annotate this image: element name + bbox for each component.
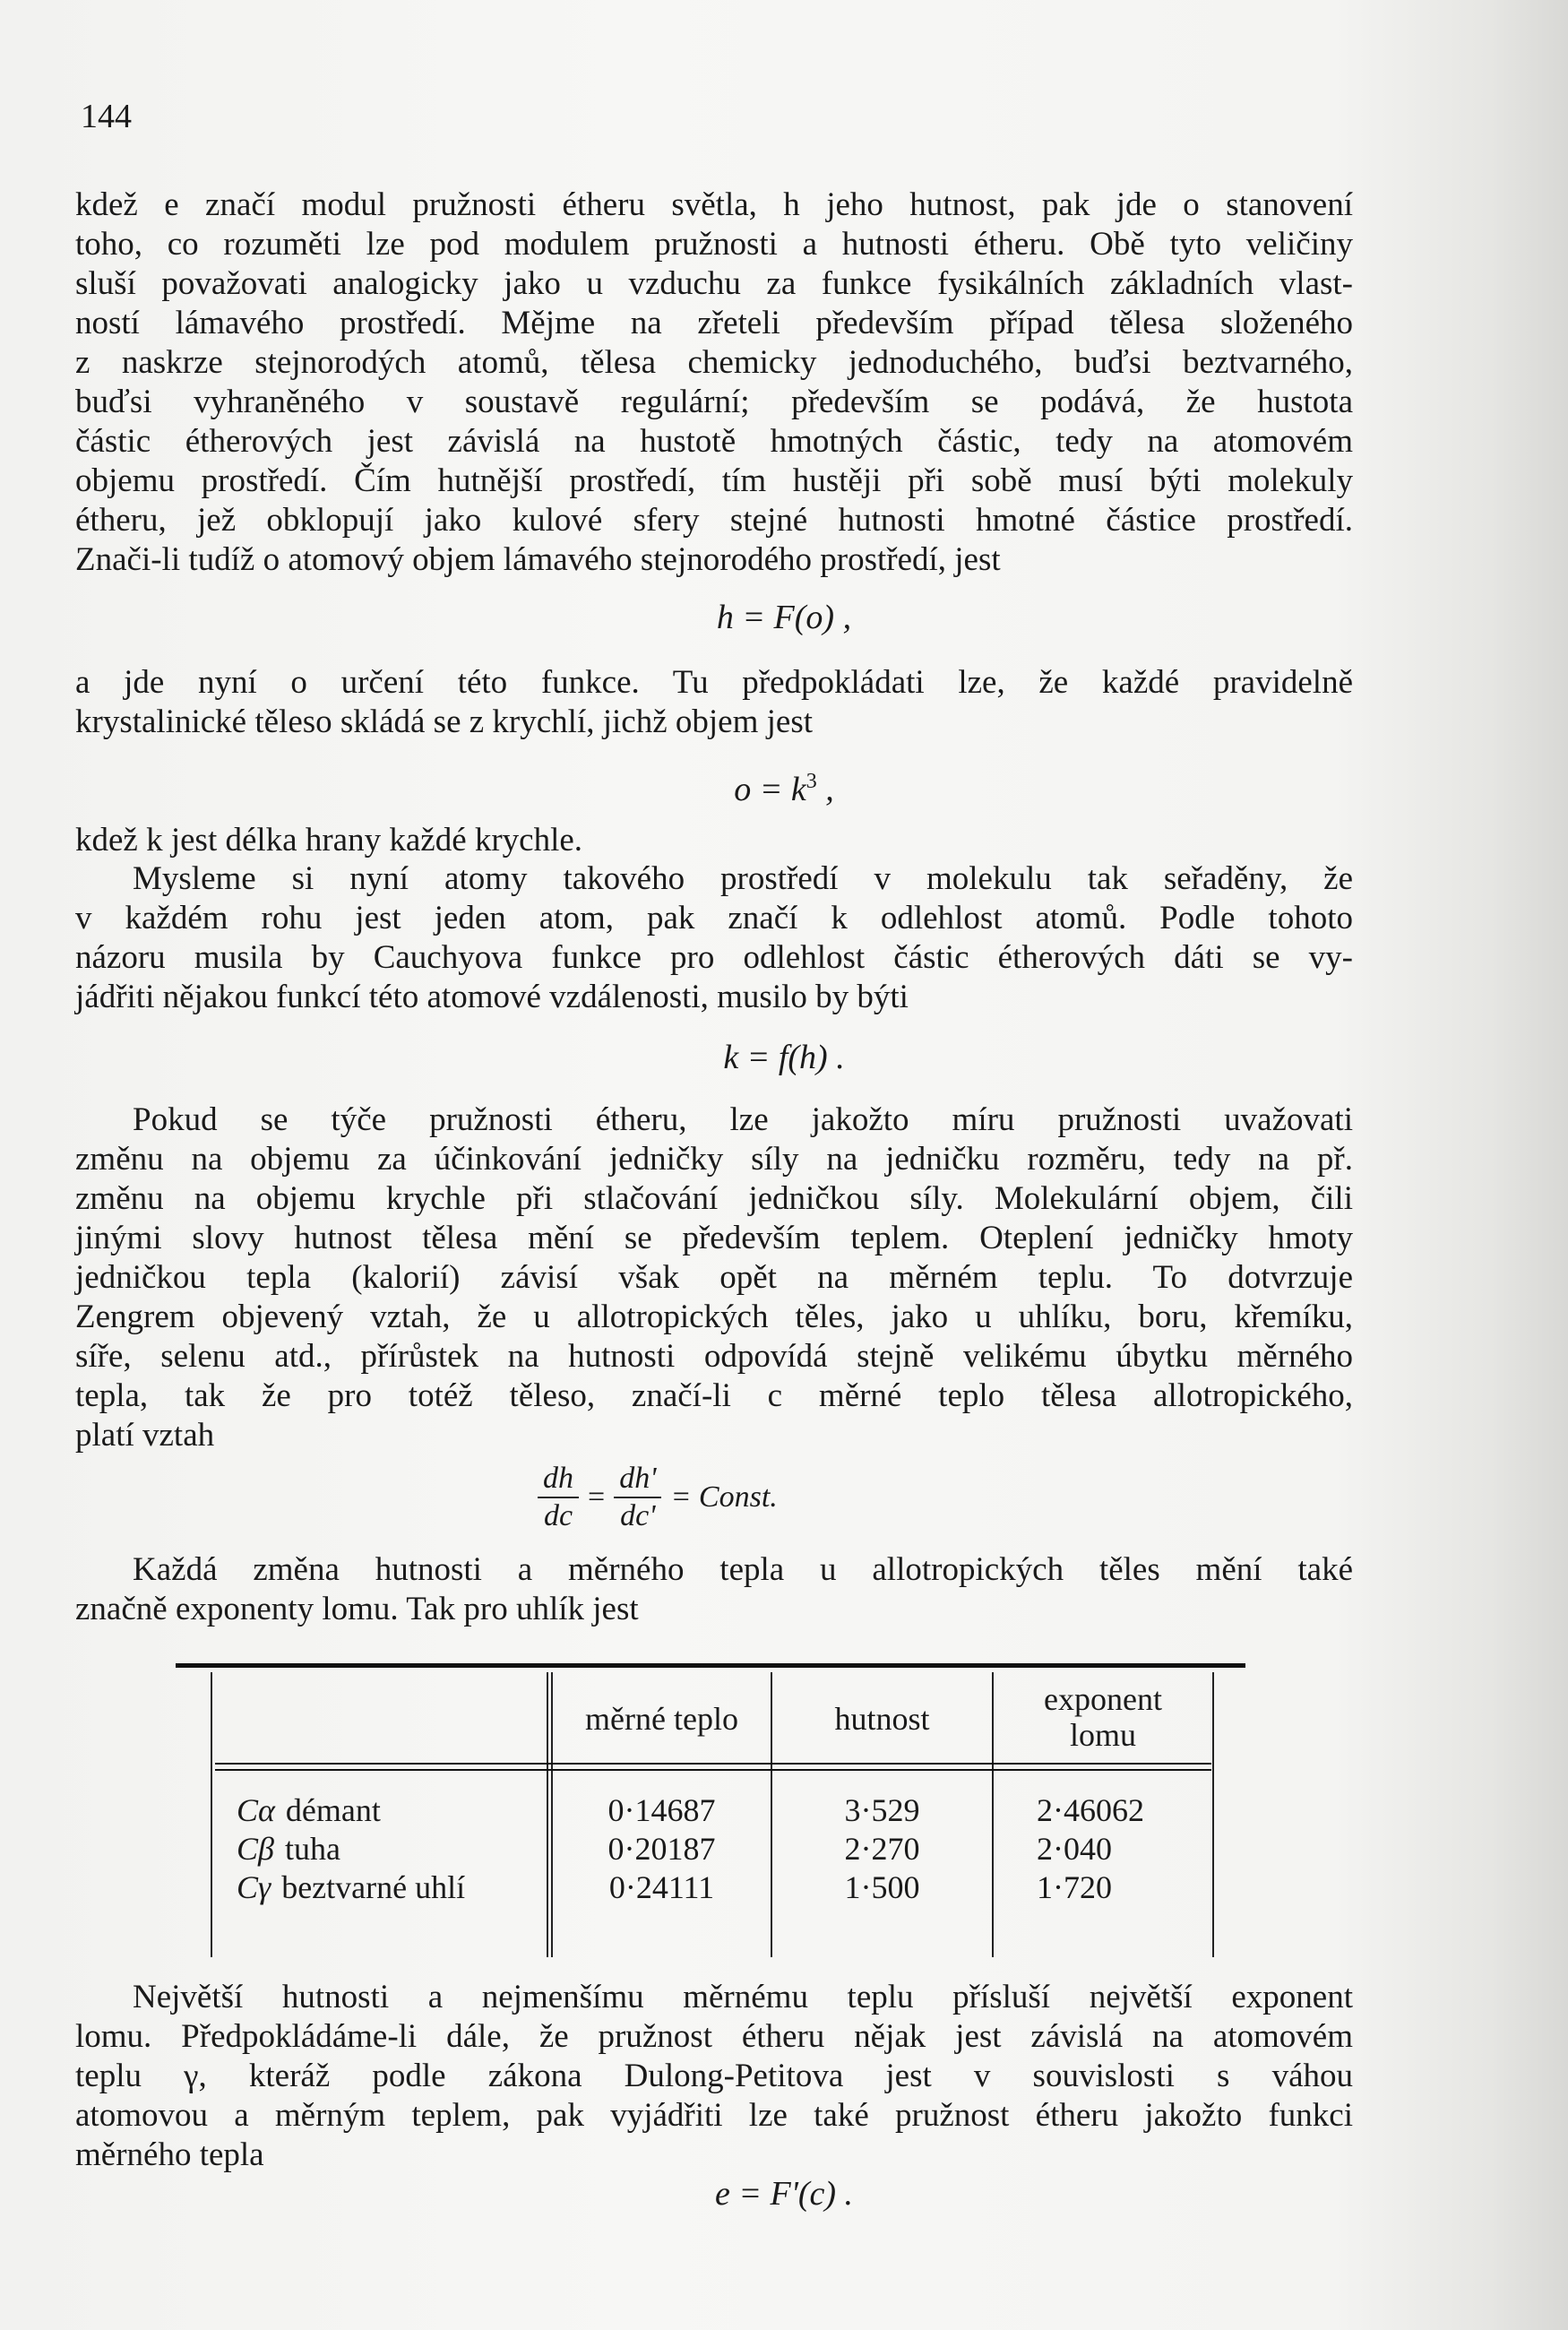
- text-line: značně exponenty lomu. Tak pro uhlík jest: [75, 1591, 639, 1627]
- carbon-symbol: Cβ: [237, 1831, 274, 1867]
- cell-refraction-index: 2·46062: [1037, 1792, 1144, 1828]
- carbon-form: beztvarné uhlí: [281, 1869, 466, 1905]
- denominator: dc': [620, 1499, 656, 1532]
- equation-o-k-cubed: [0, 762, 1568, 809]
- paragraph-3: [75, 821, 1353, 860]
- table-header-rule: [215, 1769, 1211, 1771]
- header-exponent: exponent: [1044, 1681, 1162, 1717]
- const-term: = Const.: [670, 1480, 778, 1514]
- text-line: kdež e značí modul pružnosti étheru světla, h jeho hutnost, pak jde o stanovení: [75, 186, 1353, 223]
- equation-fraction: [538, 1461, 778, 1534]
- text-line: změnu na objemu za účinkování jedničky síly na jedničku rozměru, tedy na př.: [75, 1141, 1353, 1178]
- cell-specific-heat: 0·14687: [607, 1792, 716, 1828]
- text-line: objemu prostředí. Čím hutnější prostředí, tím hustěji při sobě musí býti molekuly: [75, 462, 1353, 499]
- equals-sign: =: [588, 1480, 606, 1514]
- text-line: síře, selenu atd., přírůstek na hutnosti odpovídá stejně velikému úbytku měrného: [75, 1338, 1353, 1375]
- cell-density: 1·500: [844, 1869, 920, 1905]
- cell-density: 2·270: [844, 1831, 920, 1867]
- paragraph-4: [75, 859, 1353, 1017]
- text-line: Mysleme si nyní atomy takového prostředí v molekulu tak seřaděny, že: [133, 860, 1353, 897]
- text-line: Zengrem objevený vztah, že u allotropických těles, jako u uhlíku, boru, křemíku,: [75, 1299, 1353, 1335]
- text-line: ností lámavého prostředí. Mějme na zřeteli především případ tělesa složeného: [75, 305, 1353, 341]
- text-line: tepla, tak že pro totéž těleso, značí-li c měrné teplo tělesa allotropického,: [75, 1377, 1353, 1414]
- text-line: toho, co rozuměti lze pod modulem pružnosti a hutnosti étheru. Obě tyto veličiny: [75, 226, 1353, 263]
- text-line: Každá změna hutnosti a měrného tepla u allotropických těles mění také: [133, 1551, 1353, 1588]
- cell-specific-heat: 0·20187: [607, 1831, 716, 1867]
- text-line: teplu γ, kteráž podle zákona Dulong-Petitova jest v souvislosti s váhou: [75, 2058, 1353, 2094]
- text-line: měrného tepla: [75, 2136, 264, 2173]
- text-line: z naskrze stejnorodých atomů, tělesa chemicky jednoduchého, buďsi beztvarného,: [75, 344, 1353, 381]
- text-line: kdež k jest délka hrany každé krychle.: [75, 822, 583, 859]
- text-line: Největší hutnosti a nejmenšímu měrnému teplu přísluší největší exponent: [133, 1979, 1353, 2015]
- text-line: částic étherových jest závislá na hustotě hmotných částic, tedy na atomovém: [75, 423, 1353, 460]
- text-line: atomovou a měrným teplem, pak vyjádřiti lze také pružnost étheru jakožto funkci: [75, 2097, 1353, 2134]
- fraction-2: [614, 1461, 661, 1534]
- table-border-left: [211, 1672, 212, 1957]
- row-label: [237, 1791, 381, 1830]
- text-line: jádřiti nějakou funkcí této atomové vzdálenosti, musilo by býti: [75, 979, 909, 1015]
- text-line: změnu na objemu krychle při stlačování jedničkou síly. Molekulární objem, čili: [75, 1180, 1353, 1217]
- text-line: buďsi vyhraněného v soustavě regulární; především se podává, že hustota: [75, 384, 1353, 420]
- equation-h-of-o: h = F(o) ,: [716, 599, 852, 636]
- header-lomu: lomu: [1069, 1717, 1136, 1753]
- fraction-1: [538, 1461, 579, 1534]
- text-line: a jde nyní o určení této funkce. Tu předpokládati lze, že každé pravidelně: [75, 664, 1353, 701]
- row-label: [237, 1829, 340, 1868]
- text-line: Znači-li tudíž o atomový objem lámavého stejnorodého prostředí, jest: [75, 541, 1001, 578]
- cell-density: 3·529: [844, 1792, 920, 1828]
- header-density: hutnost: [834, 1701, 930, 1737]
- eq2-base: o = k: [734, 771, 806, 808]
- text-line: étheru, jež obklopují jako kulové sfery stejné hutnosti hmotné částice prostředí.: [75, 502, 1353, 539]
- paragraph-1: [75, 186, 1353, 580]
- table-header-rule: [215, 1763, 1211, 1765]
- cell-refraction-index: 1·720: [1037, 1869, 1112, 1905]
- text-line: sluší považovati analogicky jako u vzduchu za funkce fysikálních základních vlast-: [75, 265, 1353, 302]
- paragraph-7: [75, 1978, 1353, 2175]
- eq2-tail: ,: [816, 771, 834, 808]
- cell-specific-heat: 0·24111: [608, 1869, 715, 1905]
- numerator: dh': [614, 1461, 661, 1498]
- page-number: 144: [81, 98, 132, 135]
- eq2-exponent: 3: [806, 770, 817, 793]
- text-line: v každém rohu jest jeden atom, pak značí k odlehlost atomů. Podle tohoto: [75, 900, 1353, 936]
- denominator: dc: [543, 1499, 573, 1532]
- table-border-right: [1212, 1672, 1214, 1957]
- text-line: krystalinické těleso skládá se z krychlí, jichž objem jest: [75, 703, 813, 740]
- equation-e-of-c: e = F'(c) .: [714, 2175, 854, 2213]
- text-line: názoru musila by Cauchyova funkce pro odlehlost částic étherových dáti se vy-: [75, 939, 1353, 976]
- paragraph-6: [75, 1550, 1353, 1629]
- carbon-symbol: Cα: [237, 1792, 275, 1828]
- text-line: jedničkou tepla (kalorií) závisí však opět na měrném teplu. To dotvrzuje: [75, 1259, 1353, 1296]
- numerator: dh: [538, 1461, 579, 1498]
- text-line: Pokud se týče pružnosti étheru, lze jakožto míru pružnosti uvažovati: [133, 1101, 1353, 1138]
- carbon-symbol: Cγ: [237, 1869, 271, 1905]
- carbon-form: démant: [285, 1792, 381, 1828]
- header-specific-heat: měrné teplo: [585, 1701, 738, 1737]
- cell-refraction-index: 2·040: [1037, 1831, 1112, 1867]
- text-line: platí vztah: [75, 1417, 215, 1454]
- carbon-form: tuha: [284, 1831, 340, 1867]
- equation-k-of-h: k = f(h) .: [723, 1039, 845, 1076]
- table-top-rule: [176, 1663, 1245, 1668]
- row-label: [237, 1868, 465, 1907]
- table-divider: [547, 1672, 548, 1957]
- text-line: lomu. Předpokládáme-li dále, že pružnost étheru nějak jest závislá na atomovém: [75, 2018, 1353, 2055]
- text-line: jinými slovy hutnost tělesa mění se především teplem. Oteplení jedničky hmoty: [75, 1220, 1353, 1256]
- paragraph-2: [75, 663, 1353, 742]
- paragraph-5: [75, 1100, 1353, 1455]
